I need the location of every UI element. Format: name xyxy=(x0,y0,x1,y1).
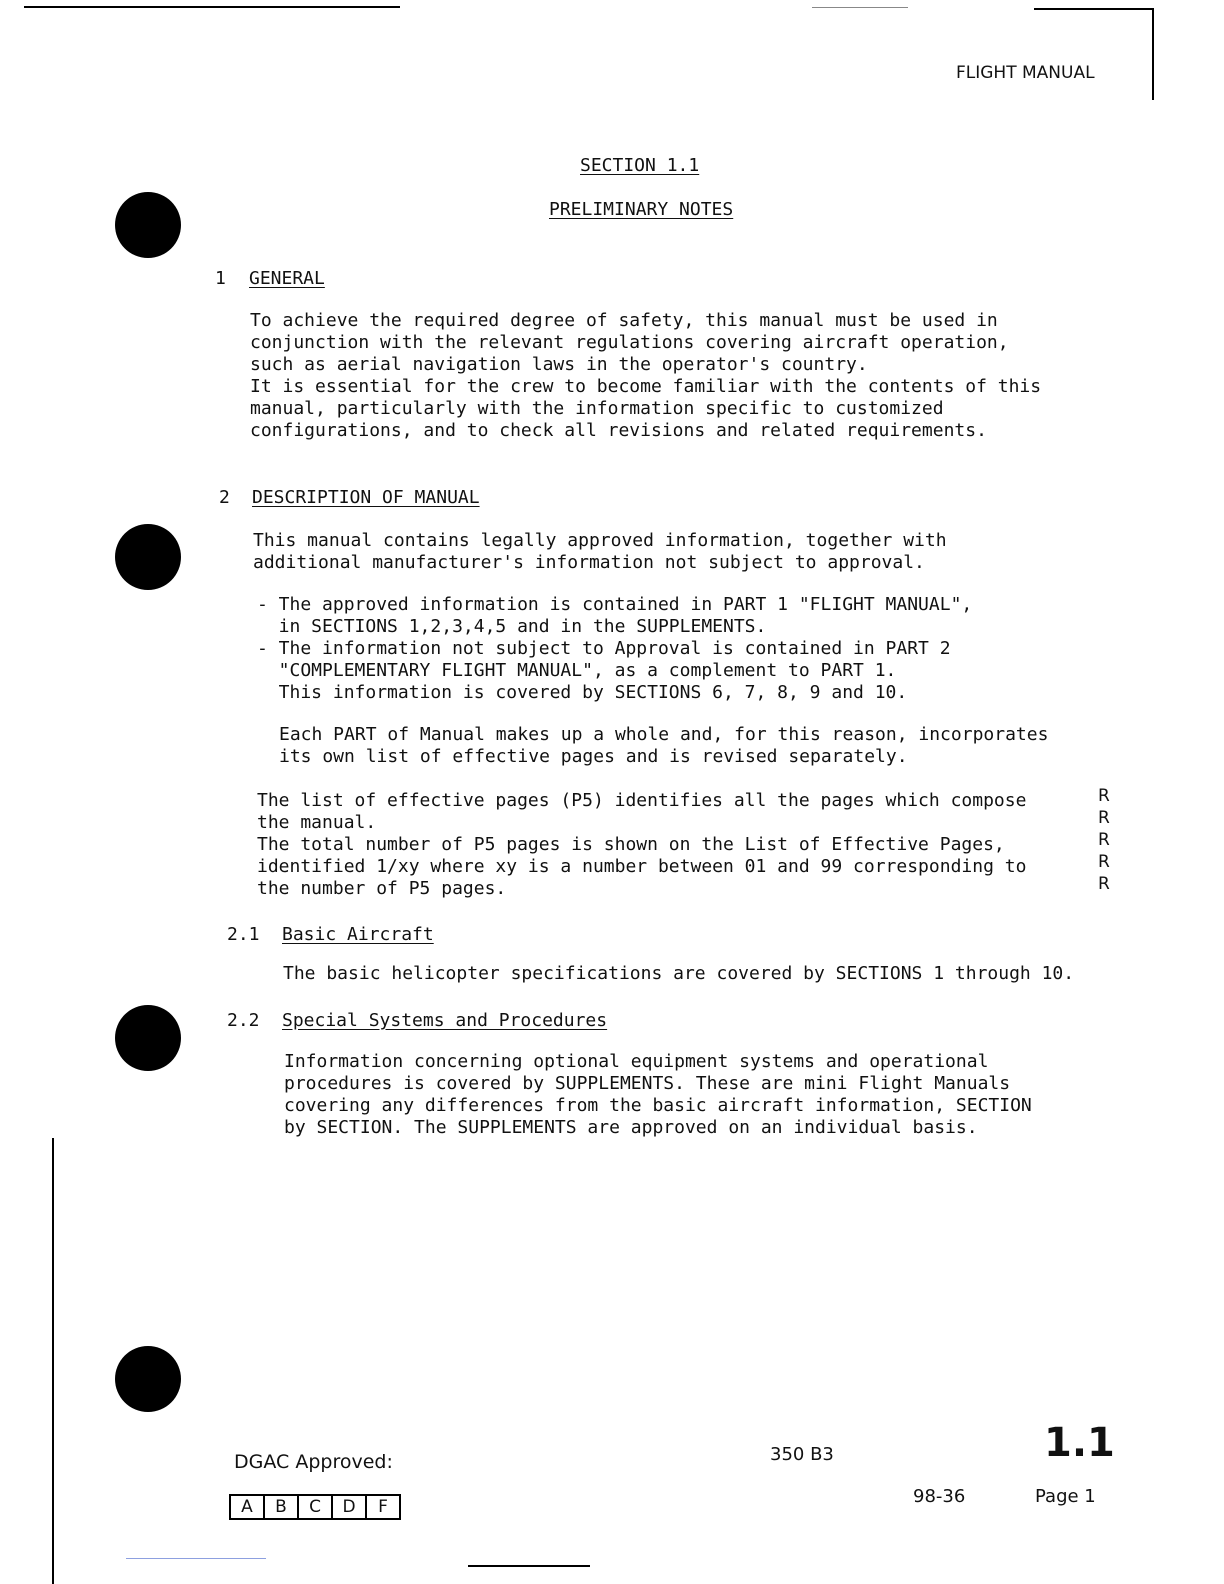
p5-note xyxy=(257,790,1026,900)
revision-mark: R xyxy=(1098,874,1110,894)
text-line: in SECTIONS 1,2,3,4,5 and in the SUPPLEMENTS. xyxy=(257,616,767,637)
revision-mark: R xyxy=(1098,808,1110,828)
approval-label: DGAC Approved: xyxy=(234,1451,393,1473)
text-line: It is essential for the crew to become familiar with the contents of this xyxy=(250,376,1042,397)
text-line: This information is covered by SECTIONS 6, 7, 8, 9 and 10. xyxy=(257,682,908,703)
text-line: additional manufacturer's information not subject to approval. xyxy=(253,552,925,573)
general-heading: GENERAL xyxy=(249,268,325,289)
page-number: Page 1 xyxy=(1035,1486,1096,1507)
tab-letter: D xyxy=(333,1496,367,1518)
description-bullets xyxy=(257,594,972,704)
tab-letter: A xyxy=(231,1496,265,1518)
right-margin-rule xyxy=(1152,8,1154,100)
text-line: To achieve the required degree of safety, this manual must be used in xyxy=(250,310,998,331)
revision-code: 98-36 xyxy=(913,1486,966,1507)
description-heading: DESCRIPTION OF MANUAL xyxy=(252,487,480,508)
text-line: - The information not subject to Approval is contained in PART 2 xyxy=(257,638,951,659)
text-line: identified 1/xy where xy is a number between 01 and 99 corresponding to xyxy=(257,856,1027,877)
punch-hole xyxy=(115,524,181,590)
tab-letter: C xyxy=(299,1496,333,1518)
heading-number: 2 xyxy=(219,487,230,508)
heading-number: 1 xyxy=(215,268,226,289)
tab-letter: F xyxy=(378,1497,388,1517)
punch-hole xyxy=(115,192,181,258)
revision-mark: R xyxy=(1098,830,1110,850)
text-line: "COMPLEMENTARY FLIGHT MANUAL", as a complement to PART 1. xyxy=(257,660,897,681)
model-label: 350 B3 xyxy=(770,1444,834,1465)
part-note xyxy=(279,724,1048,768)
top-center-rule xyxy=(812,7,908,8)
text-line: its own list of effective pages and is revised separately. xyxy=(279,746,908,767)
text-line: The list of effective pages (P5) identifies all the pages which compose xyxy=(257,790,1027,811)
text-line: Information concerning optional equipment systems and operational xyxy=(284,1051,989,1072)
section-subtitle: PRELIMINARY NOTES xyxy=(549,199,734,220)
running-header: FLIGHT MANUAL xyxy=(956,63,1095,83)
text-line: The total number of P5 pages is shown on the List of Effective Pages, xyxy=(257,834,1005,855)
revision-tabs xyxy=(229,1494,401,1520)
special-paragraph xyxy=(284,1051,1032,1139)
left-margin-rule xyxy=(52,1138,54,1584)
punch-hole xyxy=(115,1346,181,1412)
revision-mark: R xyxy=(1098,852,1110,872)
top-left-rule xyxy=(24,6,400,8)
text-line: the number of P5 pages. xyxy=(257,878,507,899)
special-heading: Special Systems and Procedures xyxy=(282,1010,608,1031)
text-line: manual, particularly with the information specific to customized xyxy=(250,398,944,419)
basic-heading: Basic Aircraft xyxy=(282,924,434,945)
text-line: conjunction with the relevant regulations covering aircraft operation, xyxy=(250,332,1009,353)
text-line: covering any differences from the basic aircraft information, SECTION xyxy=(284,1095,1032,1116)
basic-text: The basic helicopter specifications are covered by SECTIONS 1 through 10. xyxy=(283,963,1075,984)
section-number: 1.1 xyxy=(1044,1420,1115,1466)
revision-mark: R xyxy=(1098,786,1110,806)
top-right-rule xyxy=(1034,8,1154,10)
section-title: SECTION 1.1 xyxy=(580,155,700,176)
text-line: configurations, and to check all revisions and related requirements. xyxy=(250,420,987,441)
punch-hole xyxy=(115,1005,181,1071)
description-intro xyxy=(253,530,947,574)
tab-letter: B xyxy=(265,1496,299,1518)
text-line: This manual contains legally approved information, together with xyxy=(253,530,947,551)
text-line: Each PART of Manual makes up a whole and, for this reason, incorporates xyxy=(279,724,1049,745)
text-line: such as aerial navigation laws in the operator's country. xyxy=(250,354,868,375)
heading-number: 2.2 xyxy=(227,1010,260,1031)
bottom-left-rule xyxy=(126,1558,266,1559)
text-line: procedures is covered by SUPPLEMENTS. These are mini Flight Manuals xyxy=(284,1073,1011,1094)
text-line: the manual. xyxy=(257,812,377,833)
text-line: - The approved information is contained in PART 1 "FLIGHT MANUAL", xyxy=(257,594,973,615)
text-line: by SECTION. The SUPPLEMENTS are approved on an individual basis. xyxy=(284,1117,978,1138)
bottom-center-rule xyxy=(468,1565,590,1567)
heading-number: 2.1 xyxy=(227,924,260,945)
general-paragraph xyxy=(250,310,1041,442)
